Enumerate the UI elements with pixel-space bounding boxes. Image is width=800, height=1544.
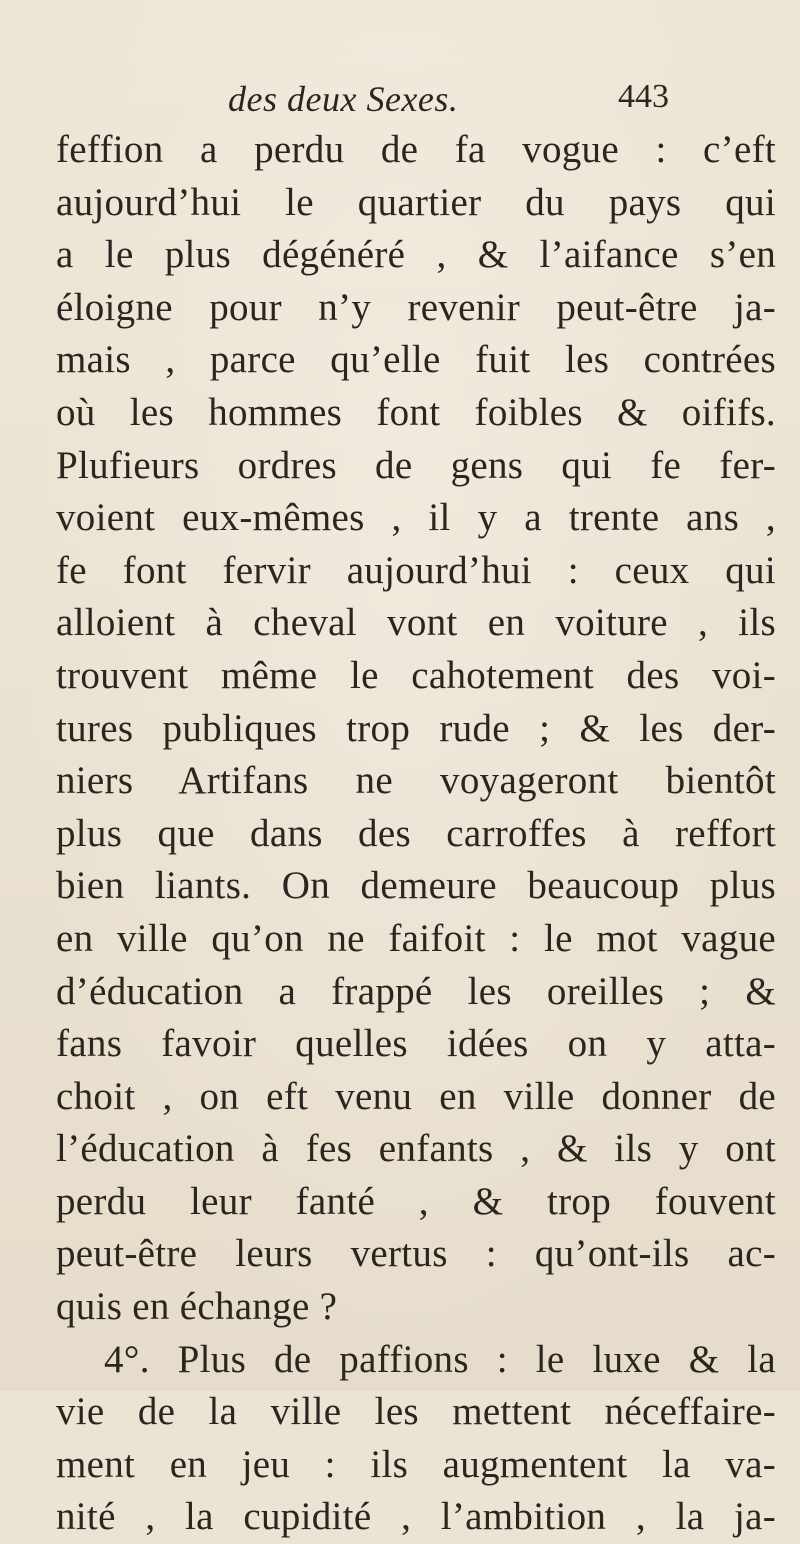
text-line: alloient à cheval vont en voiture , ils <box>56 601 776 645</box>
text-line: d’éducation a frappé les oreilles ; & <box>56 969 776 1013</box>
text-line: aujourd’hui le quartier du pays qui <box>56 180 776 224</box>
text-line: 4°. Plus de paffions : le luxe & la <box>104 1337 776 1381</box>
text-line: vie de la ville les mettent néceffaire- <box>56 1390 776 1434</box>
text-line: tures publiques trop rude ; & les der- <box>56 706 776 750</box>
text-line: a le plus dégénéré , & l’aifance s’en <box>56 233 776 277</box>
text-line: choit , on eft venu en ville donner de <box>56 1074 776 1118</box>
text-line: trouvent même le cahotement des voi- <box>56 653 776 697</box>
text-line: fe font fervir aujourd’hui : ceux qui <box>56 548 776 592</box>
text-line: Plufieurs ordres de gens qui fe fer- <box>56 443 776 487</box>
text-line: quis en échange ? <box>56 1285 338 1329</box>
text-line: fans favoir quelles idées on y atta- <box>56 1022 776 1066</box>
text-line: niers Artifans ne voyageront bientôt <box>56 759 776 803</box>
text-line: voient eux-mêmes , il y a trente ans , <box>56 496 776 540</box>
running-head <box>0 78 800 122</box>
text-line: éloigne pour n’y revenir peut-être ja- <box>56 285 776 329</box>
text-line: bien liants. On demeure beaucoup plus <box>56 864 776 908</box>
body-text <box>56 124 776 1544</box>
text-line: peut-être leurs vertus : qu’ont-ils ac- <box>56 1232 776 1276</box>
text-line: mais , parce qu’elle fuit les contrées <box>56 338 776 382</box>
text-line: où les hommes font foibles & oififs. <box>56 390 776 434</box>
text-line: plus que dans des carroffes à reffort <box>56 811 776 855</box>
text-line: feffion a perdu de fa vogue : c’eft <box>56 128 776 171</box>
text-line: nité , la cupidité , l’ambition , la ja- <box>56 1495 776 1539</box>
text-line: l’éducation à fes enfants , & ils y ont <box>56 1127 776 1171</box>
text-line: ment en jeu : ils augmentent la va- <box>56 1442 776 1486</box>
page-number: 443 <box>618 78 669 115</box>
text-line: en ville qu’on ne faifoit : le mot vague <box>56 916 776 960</box>
running-title: des deux Sexes. <box>228 79 459 119</box>
text-line: perdu leur fanté , & trop fouvent <box>56 1179 776 1223</box>
